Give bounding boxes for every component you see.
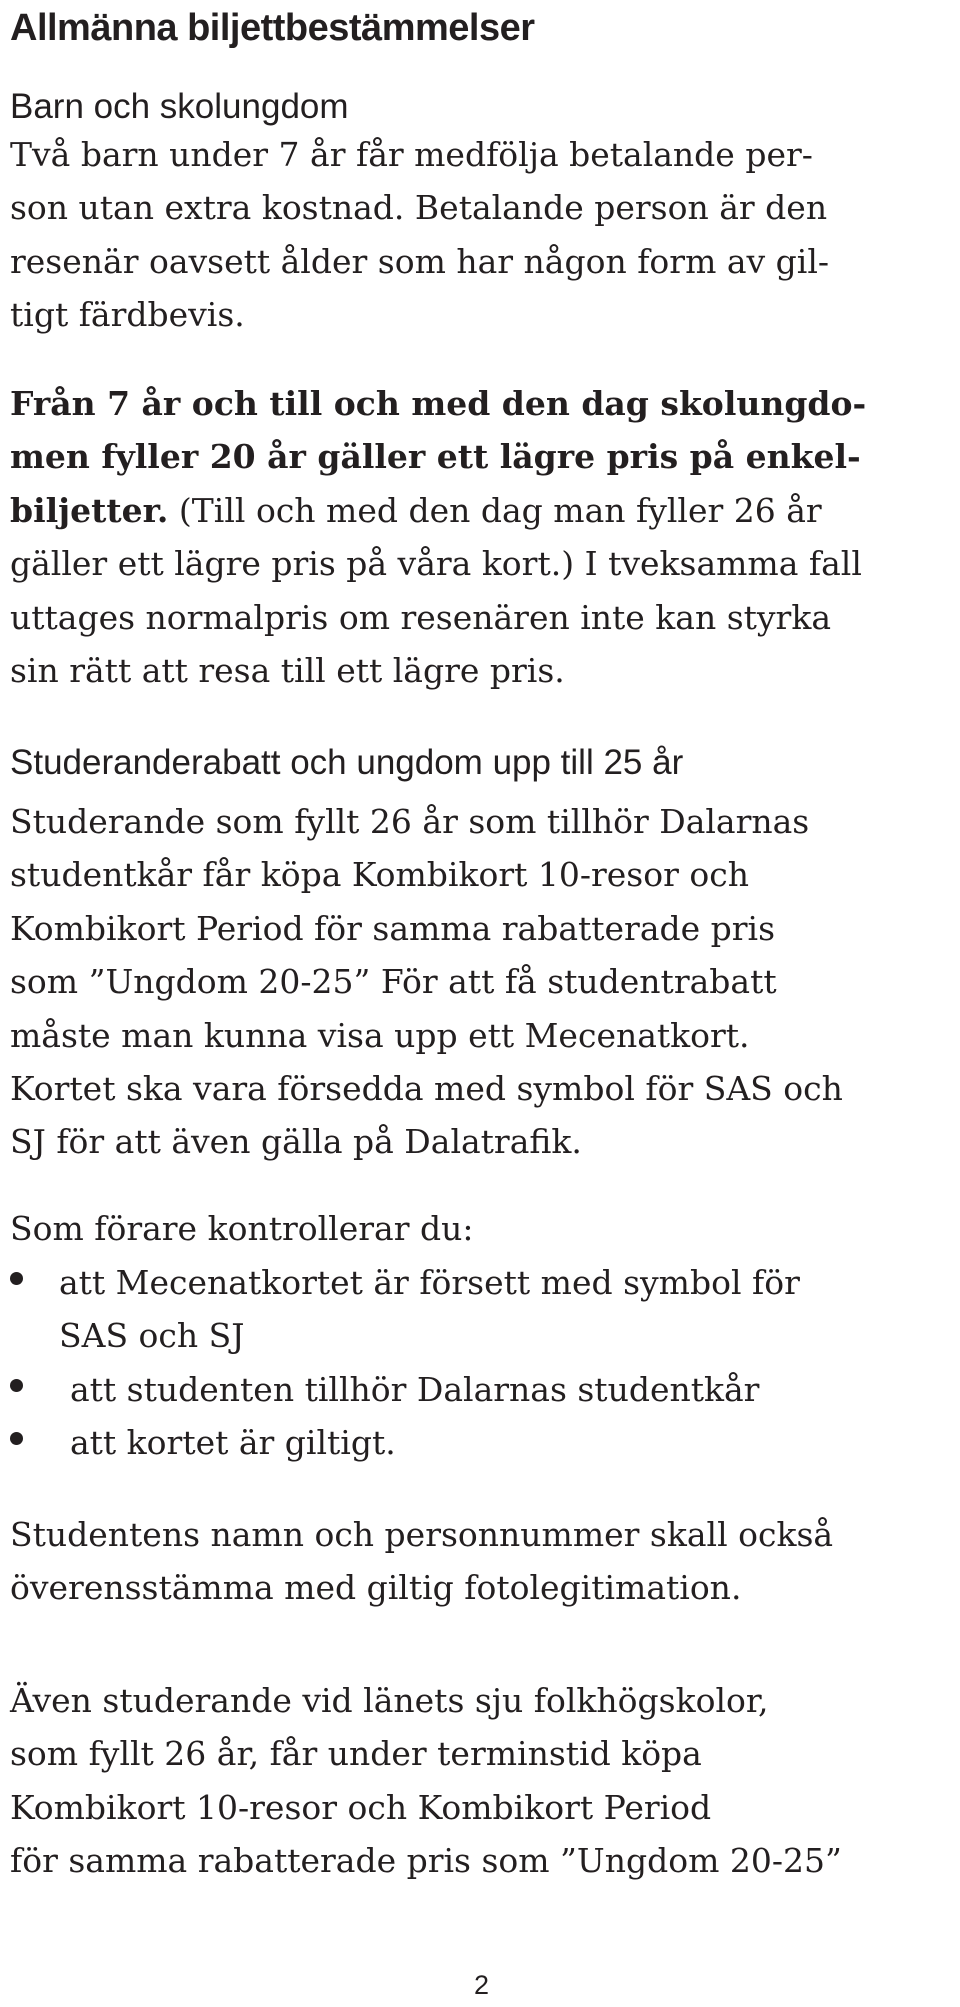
page-title: Allmänna biljettbestämmelser	[10, 7, 535, 49]
bullet-icon	[10, 1432, 23, 1445]
paragraph-line: tigt färdbevis.	[10, 295, 245, 335]
paragraph-line: måste man kunna visa upp ett Mecenatkort.	[10, 1015, 750, 1055]
paragraph-line: resenär oavsett ålder som har någon form av gil-	[10, 241, 830, 281]
paragraph-line: Två barn under 7 år får medfölja betalande per-	[10, 135, 813, 174]
bullet-icon	[10, 1272, 23, 1285]
children-paragraph	[10, 128, 829, 342]
paragraph-line: Studerande som fyllt 26 år som tillhör Dalarnas	[10, 802, 810, 841]
regular-run: (Till och med den dag man fyller 26 år	[168, 490, 822, 530]
folk-high-school-paragraph	[10, 1674, 842, 1888]
bullet-icon	[10, 1379, 23, 1392]
driver-intro: Som förare kontrollerar du:	[10, 1209, 474, 1248]
paragraph-line: Även studerande vid länets sju folkhögskolor,	[10, 1681, 769, 1720]
paragraph-line: som fyllt 26 år, får under terminstid köpa	[10, 1734, 702, 1774]
driver-checklist	[10, 1256, 800, 1470]
paragraph-line: sin rätt att resa till ett lägre pris.	[10, 650, 565, 690]
students-heading: Studeranderabatt och ungdom upp till 25 år	[10, 743, 684, 782]
youth-paragraph	[10, 377, 866, 697]
paragraph-line: Kombikort 10-resor och Kombikort Period	[10, 1787, 712, 1827]
list-item-line: att Mecenatkortet är försett med symbol för	[59, 1263, 800, 1302]
paragraph-line: Studentens namn och personnummer skall också	[10, 1515, 834, 1554]
list-item-line: att kortet är giltigt.	[70, 1423, 396, 1463]
paragraph-line: gäller ett lägre pris på våra kort.) I tveksamma fall	[10, 544, 862, 584]
paragraph-line: överensstämma med giltig fotolegitimation.	[10, 1568, 742, 1608]
paragraph-line: SJ för att även gälla på Dalatrafik.	[10, 1122, 582, 1162]
list-item-line: SAS och SJ	[59, 1316, 245, 1356]
paragraph-line: som ”Ungdom 20-25” För att få studentrabatt	[10, 962, 777, 1002]
paragraph-line-mixed	[10, 484, 866, 537]
paragraph-line: uttages normalpris om resenären inte kan styrka	[10, 597, 832, 637]
paragraph-line: Kombikort Period för samma rabatterade pris	[10, 908, 776, 948]
students-paragraph	[10, 795, 843, 1169]
paragraph-line: studentkår får köpa Kombikort 10-resor och	[10, 855, 749, 895]
paragraph-line: Kortet ska vara försedda med symbol för SAS och	[10, 1068, 843, 1108]
paragraph-line: för samma rabatterade pris som ”Ungdom 20-25”	[10, 1841, 842, 1881]
paragraph-line: son utan extra kostnad. Betalande person är den	[10, 188, 828, 228]
paragraph-line-bold: men fyller 20 år gäller ett lägre pris på enkel-	[10, 437, 861, 477]
list-item	[10, 1416, 800, 1469]
list-item	[10, 1256, 800, 1363]
paragraph-line-bold: Från 7 år och till och med den dag skolungdo-	[10, 384, 867, 423]
children-heading: Barn och skolungdom	[10, 87, 349, 126]
page-number: 2	[474, 1970, 490, 2000]
bold-run: biljetter.	[10, 490, 169, 530]
list-item-line: att studenten tillhör Dalarnas studentkår	[70, 1369, 760, 1409]
id-check-paragraph	[10, 1508, 833, 1615]
list-item	[10, 1363, 800, 1416]
